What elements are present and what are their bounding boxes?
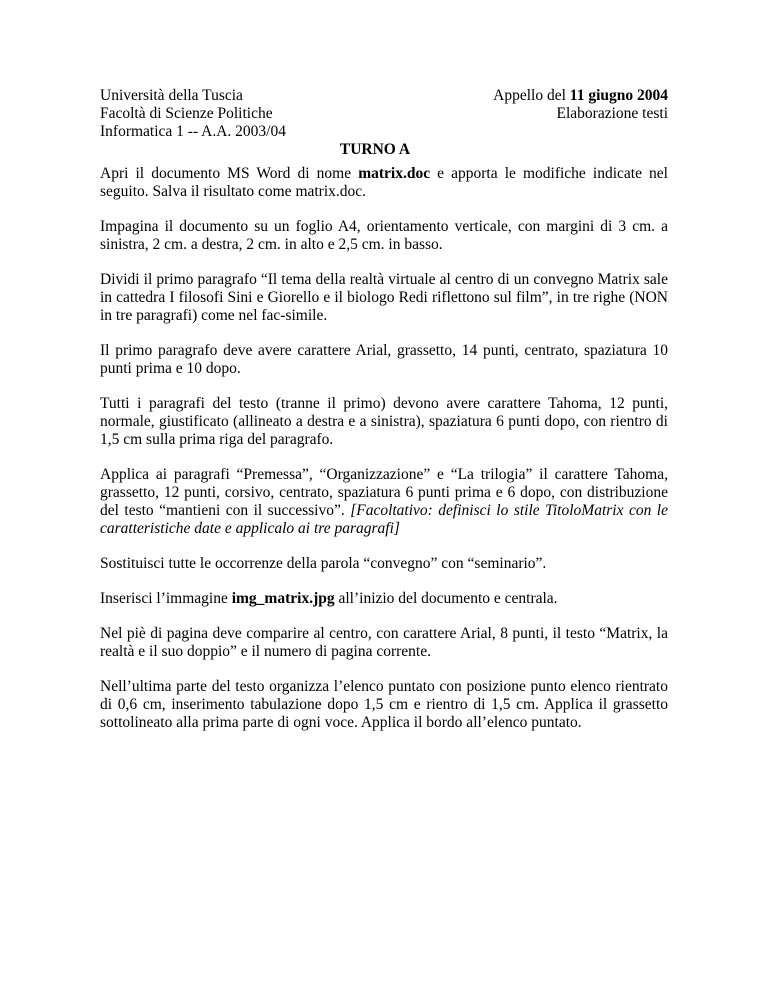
instruction-paragraph: [100, 271, 668, 325]
instruction-paragraph: [100, 342, 668, 378]
text-run: Il primo paragrafo deve avere carattere Arial, grassetto, 14 punti, centrato, spaziatura 10 punti prima e 10 dopo.: [100, 342, 668, 377]
instruction-paragraph: [100, 218, 668, 254]
instruction-paragraph: [100, 590, 668, 608]
exam-date: 11 giugno 2004: [569, 87, 668, 104]
text-run: all’inizio del documento e centrala.: [334, 590, 558, 607]
instruction-paragraph: [100, 165, 668, 201]
text-run: Sostituisci tutte le occorrenze della parola “convegno” con “seminario”.: [100, 555, 547, 572]
exam-date-line: [493, 87, 668, 105]
faculty-name: Facoltà di Scienze Politiche: [100, 105, 273, 122]
text-run: Applica ai paragrafi “Premessa”, “Organizzazione” e “La trilogia” il carattere Tahoma, grassetto, 12 punti, corsivo, centrato, spaziatura 6 punti prima e 6 dopo, con distribuzione del testo “mantieni con il successivo”.: [100, 466, 668, 519]
bold-text: matrix.doc: [358, 165, 431, 182]
university-name: Università della Tuscia: [100, 87, 243, 104]
document-page: [100, 87, 668, 749]
text-run: e apporta le modifiche indicate nel seguito. Salva il risultato come matrix.doc.: [100, 165, 668, 200]
course-name: Informatica 1 -- A.A. 2003/04: [100, 123, 286, 140]
exam-info: [493, 87, 668, 123]
document-header: [100, 87, 668, 141]
instruction-paragraph: [100, 555, 668, 573]
document-title: TURNO A: [339, 141, 411, 158]
text-run: Impagina il documento su un foglio A4, orientamento verticale, con margini di 3 cm. a sinistra, 2 cm. a destra, 2 cm. in alto e 2,5 cm. in basso.: [100, 218, 668, 253]
instruction-paragraph: [100, 466, 668, 538]
instruction-paragraph: [100, 395, 668, 449]
institution-info: [100, 87, 286, 141]
instruction-paragraph: [100, 678, 668, 732]
text-run: Tutti i paragrafi del testo (tranne il primo) devono avere carattere Tahoma, 12 punti, normale, giustificato (allineato a destra e a sinistra), spaziatura 6 punti dopo, con rientro di 1,5 cm sulla prima riga del paragrafo.: [100, 395, 668, 448]
text-run: Apri il documento MS Word di nome: [100, 165, 359, 182]
text-run: Inserisci l’immagine: [100, 590, 232, 607]
instructions: [100, 165, 668, 732]
text-run: Dividi il primo paragrafo “Il tema della realtà virtuale al centro di un convegno Matrix sale in cattedra I filosofi Sini e Giorello e il biologo Redi riflettono sul film”, in tre righe (NON in tre paragrafi) come nel fac-simile.: [100, 271, 668, 324]
italic-text: [Facoltativo: definisci lo stile TitoloMatrix con le caratteristiche date e applicalo ai tre paragrafi]: [100, 502, 668, 537]
exam-subject: Elaborazione testi: [556, 105, 668, 122]
text-run: Nell’ultima parte del testo organizza l’elenco puntato con posizione punto elenco rientrato di 0,6 cm, inserimento tabulazione dopo 1,5 cm e rientro di 1,5 cm. Applica il grassetto sottolineato alla prima parte di ogni voce. Applica il bordo all’elenco puntato.: [100, 678, 668, 731]
exam-date-prefix: Appello del: [493, 87, 570, 104]
instruction-paragraph: [100, 625, 668, 661]
bold-text: img_matrix.jpg: [231, 590, 335, 607]
text-run: Nel piè di pagina deve comparire al centro, con carattere Arial, 8 punti, il testo “Matrix, la realtà e il suo doppio” e il numero di pagina corrente.: [100, 625, 668, 660]
